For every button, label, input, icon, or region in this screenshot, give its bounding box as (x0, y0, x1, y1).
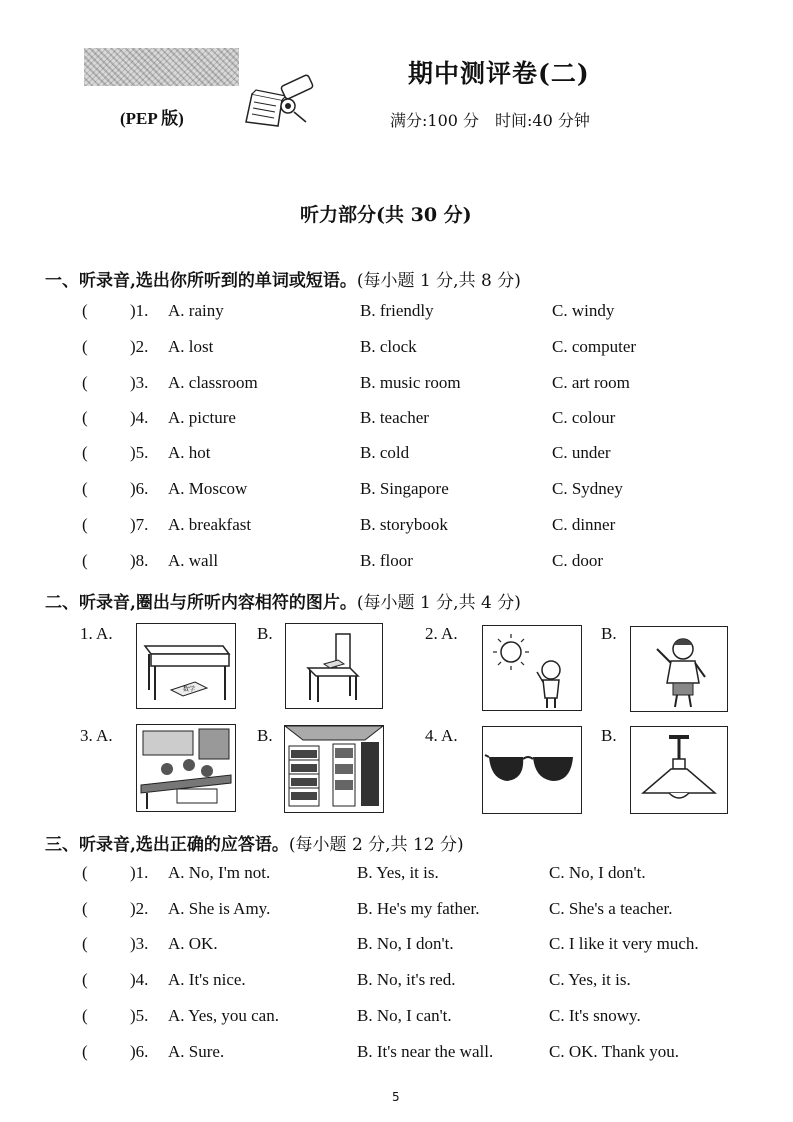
option-c: C. art room (552, 373, 630, 392)
sun-and-hot-boy-picture[interactable] (482, 625, 582, 711)
part2-heading (45, 588, 521, 613)
option-b: B. No, it's red. (357, 970, 456, 989)
score-time-info: 满分:100 分 时间:40 分钟 (390, 111, 590, 130)
option-a: A. rainy (168, 301, 224, 320)
question-number: )2. (130, 899, 149, 918)
question-number: )8. (130, 551, 149, 570)
part1-question-row (0, 479, 793, 507)
option-b: B. friendly (360, 301, 434, 320)
option-a: A. No, I'm not. (168, 863, 271, 882)
part3-question-row (0, 934, 793, 962)
part3-question-row (0, 863, 793, 891)
part1-question-row (0, 551, 793, 579)
part1-question-row (0, 408, 793, 436)
question-number: )4. (130, 408, 149, 427)
pic-label-4a: 4. A. (425, 726, 458, 745)
part3-score: (每小题 2 分,共 12 分) (288, 835, 464, 855)
edition-label: (PEP 版) (120, 109, 184, 128)
option-b: B. music room (360, 373, 461, 392)
book-label: 数学 (183, 686, 196, 693)
option-a: A. breakfast (168, 515, 252, 534)
pic-label-2a: 2. A. (425, 624, 458, 643)
option-a: A. Sure. (168, 1042, 225, 1061)
option-c: C. door (552, 551, 603, 570)
option-b: B. cold (360, 443, 410, 462)
question-number: )5. (130, 1006, 149, 1025)
part1-heading (45, 266, 521, 291)
chair-with-book-picture[interactable] (285, 623, 383, 709)
pic-label-3b: B. (257, 726, 273, 745)
option-b: B. No, I can't. (357, 1006, 452, 1025)
answer-blank[interactable]: ( (82, 1006, 88, 1025)
part3-heading-text: 三、听录音,选出正确的应答语。 (45, 835, 289, 855)
question-number: )7. (130, 515, 149, 534)
option-c: C. dinner (552, 515, 616, 534)
answer-blank[interactable]: ( (82, 863, 88, 882)
answer-blank[interactable]: ( (82, 899, 88, 918)
stamp-texture (84, 48, 239, 86)
book-telescope-icon (242, 72, 322, 128)
option-c: C. computer (552, 337, 637, 356)
option-c: C. colour (552, 408, 616, 427)
option-a: A. wall (168, 551, 219, 570)
part1-question-row (0, 443, 793, 471)
option-a: A. OK. (168, 934, 218, 953)
question-number: )3. (130, 373, 149, 392)
part1-question-row (0, 515, 793, 543)
library-scene-picture[interactable] (284, 725, 384, 813)
option-c: C. No, I don't. (549, 863, 646, 882)
pic-label-4b: B. (601, 726, 617, 745)
sunglasses-picture[interactable] (482, 726, 582, 814)
part3-heading (45, 830, 464, 855)
part3-question-row (0, 1042, 793, 1070)
option-c: C. under (552, 443, 611, 462)
part2-score: (每小题 1 分,共 4 分) (356, 593, 521, 613)
desk-with-book-picture[interactable] (136, 623, 236, 709)
option-a: A. Moscow (168, 479, 248, 498)
question-number: )3. (130, 934, 149, 953)
ceiling-lamp-picture[interactable] (630, 726, 728, 814)
option-b: B. floor (360, 551, 413, 570)
part1-question-row (0, 337, 793, 365)
option-c: C. windy (552, 301, 615, 320)
question-number: )4. (130, 970, 149, 989)
answer-blank[interactable]: ( (82, 934, 88, 953)
answer-blank[interactable]: ( (82, 408, 88, 427)
pic-label-1a: 1. A. (80, 624, 113, 643)
option-b: B. Singapore (360, 479, 449, 498)
option-a: A. picture (168, 408, 236, 427)
question-number: )5. (130, 443, 149, 462)
part1-question-row (0, 301, 793, 329)
part1-question-row (0, 373, 793, 401)
option-b: B. clock (360, 337, 417, 356)
option-b: B. storybook (360, 515, 448, 534)
part3-question-row (0, 970, 793, 998)
question-number: )6. (130, 1042, 149, 1061)
option-c: C. I like it very much. (549, 934, 699, 953)
pic-label-3a: 3. A. (80, 726, 113, 745)
part1-heading-text: 一、听录音,选出你所听到的单词或短语。 (45, 271, 357, 291)
answer-blank[interactable]: ( (82, 479, 88, 498)
option-c: C. Sydney (552, 479, 623, 498)
question-number: )2. (130, 337, 149, 356)
option-a: A. lost (168, 337, 214, 356)
option-b: B. Yes, it is. (357, 863, 439, 882)
option-a: A. She is Amy. (168, 899, 271, 918)
answer-blank[interactable]: ( (82, 1042, 88, 1061)
option-a: A. Yes, you can. (168, 1006, 279, 1025)
option-a: A. hot (168, 443, 211, 462)
question-number: )1. (130, 301, 149, 320)
part2-heading-text: 二、听录音,圈出与所听内容相符的图片。 (45, 593, 357, 613)
option-c: C. Yes, it is. (549, 970, 631, 989)
answer-blank[interactable]: ( (82, 970, 88, 989)
answer-blank[interactable]: ( (82, 443, 88, 462)
option-b: B. No, I don't. (357, 934, 454, 953)
pic-label-2b: B. (601, 624, 617, 643)
option-c: C. OK. Thank you. (549, 1042, 680, 1061)
question-number: )1. (130, 863, 149, 882)
answer-blank[interactable]: ( (82, 373, 88, 392)
option-c: C. It's snowy. (549, 1006, 641, 1025)
classroom-scene-picture[interactable] (136, 724, 236, 812)
part3-question-row (0, 1006, 793, 1034)
part1-score: (每小题 1 分,共 8 分) (356, 271, 521, 291)
answer-blank[interactable]: ( (82, 301, 88, 320)
answer-blank[interactable]: ( (82, 551, 88, 570)
option-c: C. She's a teacher. (549, 899, 673, 918)
option-a: A. classroom (168, 373, 258, 392)
option-b: B. It's near the wall. (357, 1042, 494, 1061)
answer-blank[interactable]: ( (82, 515, 88, 534)
section-title: 听力部分(共 30 分) (300, 204, 472, 226)
page-title: 期中测评卷(二) (408, 59, 590, 88)
option-b: B. He's my father. (357, 899, 480, 918)
question-number: )6. (130, 479, 149, 498)
page-number: 5 (392, 1090, 400, 1104)
girl-waving-picture[interactable] (630, 626, 728, 712)
option-b: B. teacher (360, 408, 429, 427)
answer-blank[interactable]: ( (82, 337, 88, 356)
pic-label-1b: B. (257, 624, 273, 643)
part3-question-row (0, 899, 793, 927)
option-a: A. It's nice. (168, 970, 246, 989)
